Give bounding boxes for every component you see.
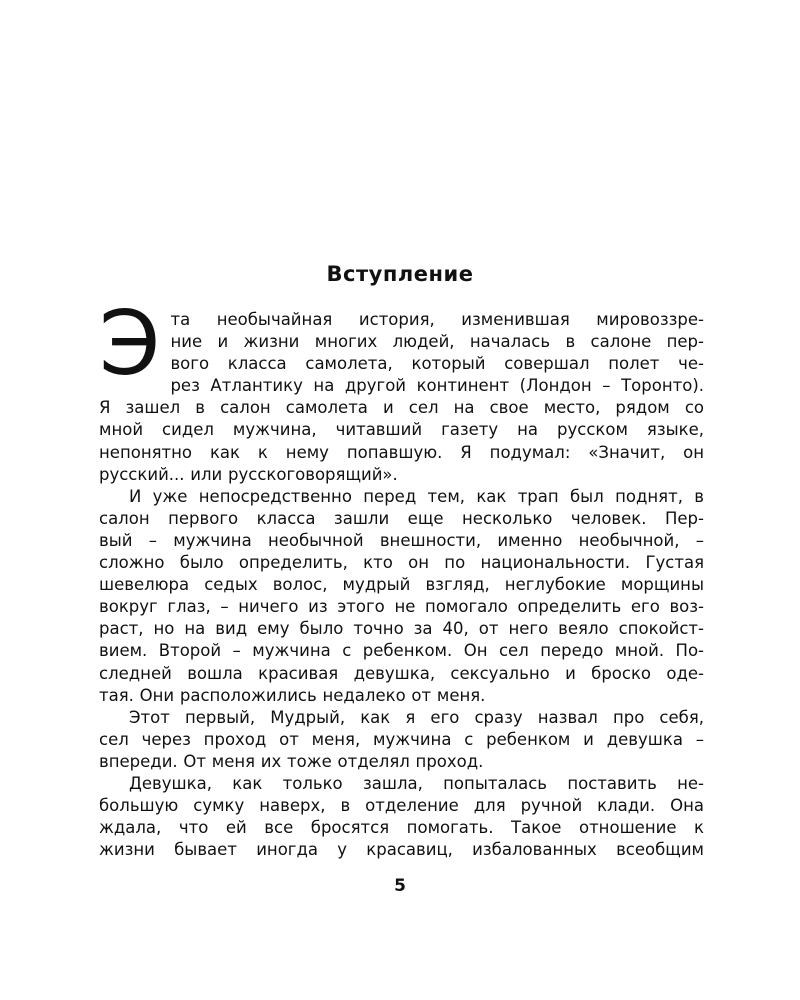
text-line: Этот первый, Мудрый, как я его сразу назвал про себя, <box>129 707 704 727</box>
chapter-title: Вступление <box>326 262 474 286</box>
text-line: вого класса самолета, который совершал полет че- <box>170 354 704 374</box>
text-line: следней вошла красивая девушка, сексуально и броско оде- <box>99 663 704 683</box>
drop-cap-letter: Э <box>99 292 161 395</box>
text-line: сложно было определить, кто он по национальности. Густая <box>99 553 704 573</box>
text-line: вием. Второй – мужчина с ребенком. Он сел передо мной. По- <box>99 641 704 661</box>
text-line: мной сидел мужчина, читавший газету на русском языке, <box>99 420 704 440</box>
text-line: рез Атлантику на другой континент (Лондон – Торонто). <box>170 376 704 396</box>
text-line: Девушка, как только зашла, попыталась поставить не- <box>129 773 704 793</box>
text-line: та необычайная история, изменившая мировоззре- <box>170 310 704 329</box>
text-line: И уже непосредственно перед тем, как трап был поднят, в <box>129 486 704 506</box>
text-line: раст, но на вид ему было точно за 40, от него веяло спокойст- <box>99 619 704 639</box>
text-line: ние и жизни многих людей, началась в салоне пер- <box>170 332 704 352</box>
text-line: тая. Они расположились недалеко от меня. <box>99 685 486 705</box>
text-line: вый – мужчина необычной внешности, именно необычной, – <box>99 530 704 550</box>
text-line: сел через проход от меня, мужчина с ребенком и девушка – <box>99 729 704 749</box>
text-line: ждала, что ей все бросятся помогать. Такое отношение к <box>99 818 704 838</box>
text-line: большую сумку наверх, в отделение для ручной клади. Она <box>99 796 704 816</box>
text-line: жизни бывает иногда у красавиц, избалованных всеобщим <box>99 840 704 860</box>
page-number: 5 <box>394 876 406 896</box>
text-line: шевелюра седых волос, мудрый взгляд, неглубокие морщины <box>99 575 704 595</box>
text-line: вокруг глаз, – ничего из этого не помогало определить его воз- <box>99 597 704 617</box>
text-line: непонятно как к нему попавшую. Я подумал: «Значит, он <box>99 442 704 462</box>
text-line: русский... или русскоговорящий». <box>99 464 398 484</box>
text-line: салон первого класса зашли еще несколько человек. Пер- <box>99 508 704 528</box>
text-line: впереди. От меня их тоже отделял проход. <box>99 751 484 771</box>
text-line: Я зашел в салон самолета и сел на свое место, рядом со <box>99 398 704 418</box>
body-text <box>99 292 704 861</box>
